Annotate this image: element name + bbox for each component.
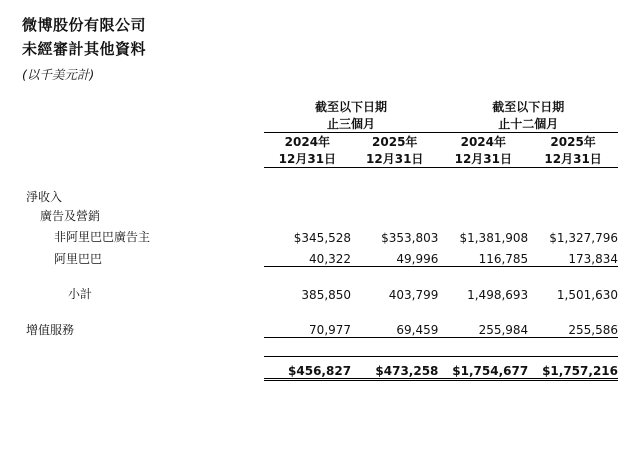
row-6-value-2: $1,754,677: [438, 357, 528, 380]
row-1-value-3: [528, 205, 618, 224]
row-2-value-3: $1,327,796: [549, 231, 618, 245]
row-6-value-1: $473,258: [351, 357, 438, 380]
row-1-value-1: [351, 205, 438, 224]
spacer: [22, 302, 618, 316]
table-row-total: [22, 357, 618, 380]
table-row: [22, 245, 618, 267]
header-group-row-2: [22, 115, 618, 133]
row-5-value-1: 69,459: [351, 316, 438, 338]
document-subtitle: 未經審計其他資料: [22, 40, 147, 58]
row-6-label: [22, 357, 264, 380]
table-row: [22, 224, 618, 245]
header-col-3-year: 2025年: [550, 135, 596, 149]
row-2-value-0: $345,528: [293, 231, 352, 245]
row-5-value-2: 255,984: [438, 316, 528, 338]
header-group-0-line2: 止三個月: [264, 115, 439, 133]
header-col-0-year: 2024年: [284, 135, 331, 149]
row-4-value-1: 403,799: [388, 288, 439, 302]
table-row: [22, 281, 618, 302]
row-3-value-2: 116,785: [438, 245, 528, 267]
header-col-1-year: 2025年: [372, 135, 418, 149]
units-note: (以千美元計): [22, 67, 95, 82]
row-4-label: 小計: [68, 287, 93, 301]
spacer: [22, 338, 618, 357]
header-group-1-line2: 止十二個月: [438, 115, 618, 133]
row-0-value-2: [438, 186, 528, 205]
spacer: [22, 168, 618, 187]
row-3-value-0: 40,322: [264, 245, 351, 267]
header-group-0-line1: 截至以下日期: [315, 100, 388, 114]
row-0-value-1: [351, 186, 438, 205]
row-4-value-3: 1,501,630: [556, 288, 618, 302]
row-5-value-3: 255,586: [528, 316, 618, 338]
header-col-2-year: 2024年: [460, 135, 506, 149]
row-0-value-3: [528, 186, 618, 205]
row-4-value-0: 385,850: [301, 288, 352, 302]
table-row: [22, 186, 618, 205]
row-6-value-3: $1,757,216: [528, 357, 618, 380]
row-5-value-0: 70,977: [264, 316, 351, 338]
header-col-0-date: 12月31日: [264, 150, 351, 168]
row-1-value-0: [264, 205, 351, 224]
header-col-1-date: 12月31日: [351, 150, 438, 168]
row-0-label: 淨收入: [26, 190, 63, 204]
header-col-3-date: 12月31日: [528, 150, 618, 168]
header-date-row: [22, 150, 618, 168]
header-group-1-line1: 截至以下日期: [492, 100, 565, 114]
row-6-value-0: $456,827: [264, 357, 351, 380]
header-col-2-date: 12月31日: [438, 150, 528, 168]
row-2-value-2: $1,381,908: [459, 231, 529, 245]
row-3-label: 阿里巴巴: [54, 251, 103, 266]
row-2-value-1: $353,803: [381, 231, 439, 245]
company-title: 微博股份有限公司: [22, 16, 147, 34]
header-group-row-1: [22, 98, 618, 115]
table-row: [22, 316, 618, 338]
table-row: [22, 205, 618, 224]
header-year-row: [22, 133, 618, 151]
financial-table: [22, 98, 618, 381]
row-2-label: 非阿里巴巴廣告主: [54, 230, 151, 244]
row-4-value-2: 1,498,693: [467, 288, 529, 302]
row-3-value-3: 173,834: [528, 245, 618, 267]
row-3-value-1: 49,996: [351, 245, 438, 267]
row-5-label: 增值服務: [26, 322, 75, 337]
row-0-value-0: [264, 186, 351, 205]
row-1-label: 廣告及營銷: [40, 209, 101, 223]
spacer: [22, 267, 618, 282]
row-1-value-2: [438, 205, 528, 224]
